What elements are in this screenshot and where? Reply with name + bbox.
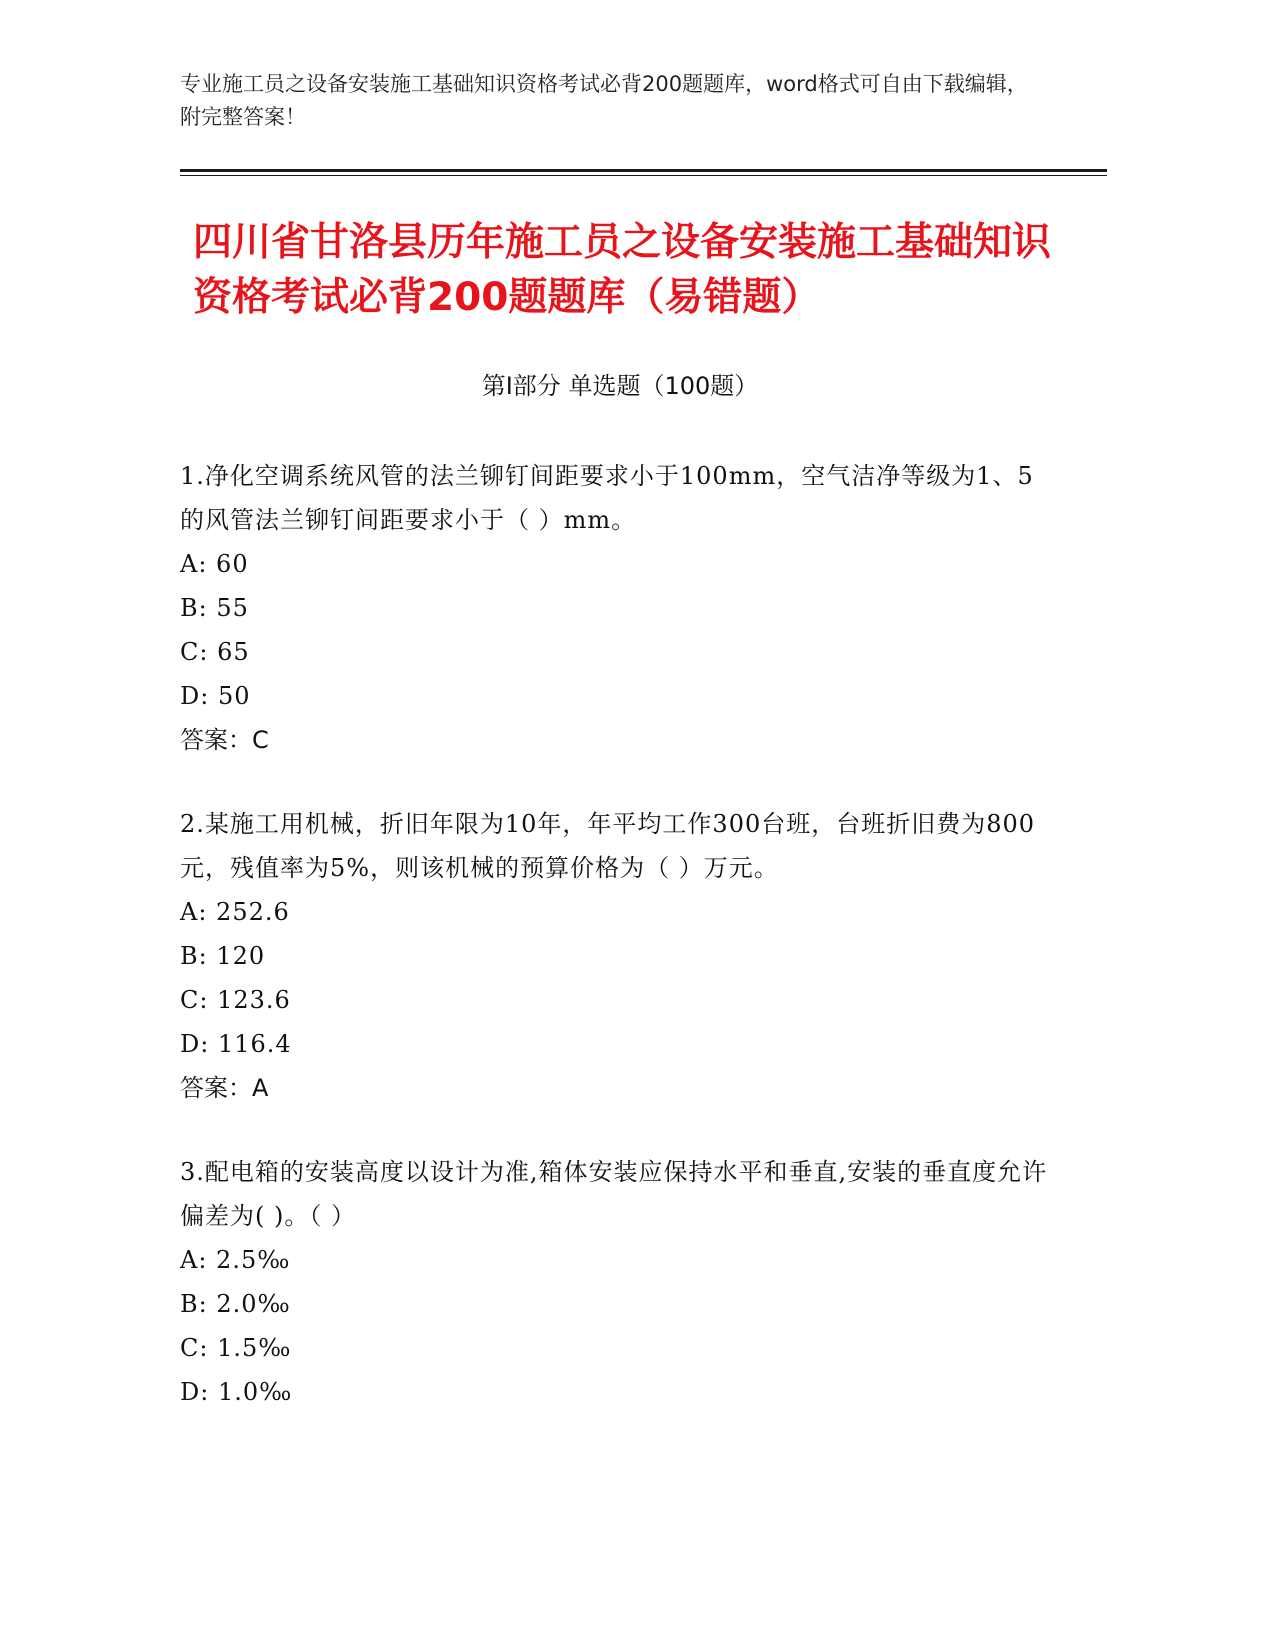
option-d: D: 116.4: [180, 1030, 292, 1058]
option-d: D: 50: [180, 682, 251, 710]
option-b: B: 120: [180, 942, 266, 970]
option-b: B: 55: [180, 594, 249, 622]
question-1: [180, 454, 1050, 762]
option-d: D: 1.0‰: [180, 1378, 293, 1406]
document-title: 四川省甘洛县历年施工员之设备安装施工基础知识资格考试必背200题题库（易错题）: [193, 220, 1052, 320]
question-stem: 3.配电箱的安装高度以设计为准,箱体安装应保持水平和垂直,安装的垂直度允许偏差为( )。（ ）: [180, 1158, 1048, 1230]
header-note: 专业施工员之设备安装施工基础知识资格考试必背200题题库，word格式可自由下载编辑，附完整答案！: [180, 72, 1028, 129]
question-3: [180, 1150, 1050, 1414]
option-c: C: 65: [180, 638, 250, 666]
header-rule: [180, 169, 1107, 172]
header-rule-thin: [180, 175, 1107, 176]
question-stem: 2.某施工用机械，折旧年限为10年，年平均工作300台班，台班折旧费为800元，残值率为5%，则该机械的预算价格为（ ）万元。: [180, 810, 1036, 882]
answer: 答案：A: [180, 1074, 269, 1102]
question-stem: 1.净化空调系统风管的法兰铆钉间距要求小于100mm，空气洁净等级为1、5的风管法兰铆钉间距要求小于（ ）mm。: [180, 462, 1034, 534]
option-a: A: 2.5‰: [180, 1246, 291, 1274]
option-a: A: 60: [180, 550, 249, 578]
section-heading: 第I部分 单选题（100题）: [481, 372, 759, 400]
answer: 答案：C: [180, 726, 269, 754]
option-a: A: 252.6: [180, 898, 290, 926]
option-b: B: 2.0‰: [180, 1290, 291, 1318]
option-c: C: 1.5‰: [180, 1334, 292, 1362]
question-2: [180, 802, 1050, 1110]
option-c: C: 123.6: [180, 986, 291, 1014]
